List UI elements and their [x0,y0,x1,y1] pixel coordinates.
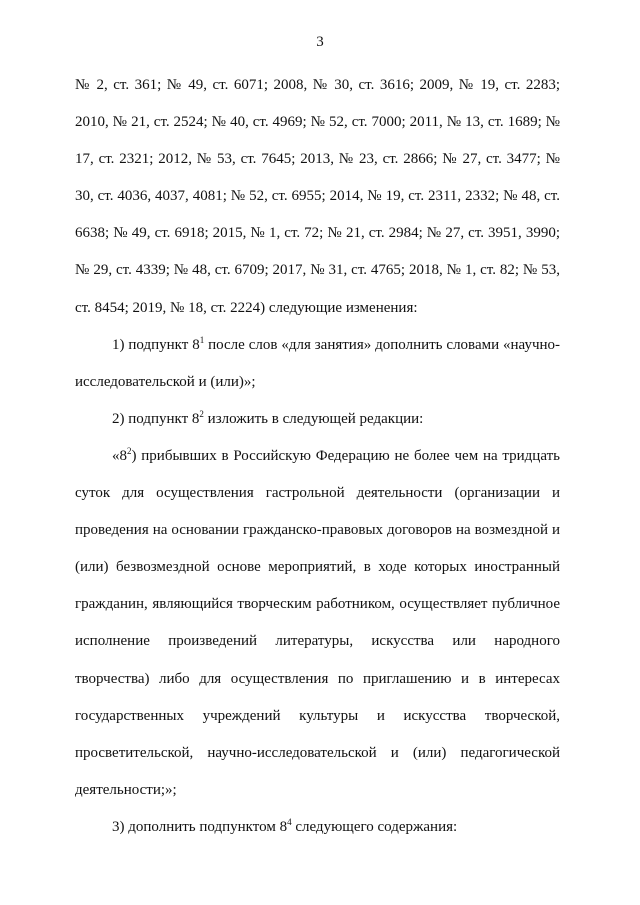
item-2-text-end: изложить в следующей редакции: [203,410,424,427]
new-wording-text-start: «8 [112,447,127,464]
paragraph-item-2 [75,401,560,438]
item-2-superscript: 2 [199,408,204,419]
paragraph-amendment-sources: № 2, ст. 361; № 49, ст. 6071; 2008, № 30, ст. 3616; 2009, № 19, ст. 2283; 2010, № 21, ст. 2524; № 40, ст. 4969; № 52, ст. 7000; 2011, № 13, ст. 1689; № 17, ст. 2321; 2012, № 53, ст. 7645; 2013, № 23, ст. 2866; № 27, ст. 3477; № 30, ст. 4036, 4037, 4081; № 52, ст. 6955; 2014, № 19, ст. 2311, 2332; № 48, ст. 6638; № 49, ст. 6918; 2015, № 1, ст. 72; № 21, ст. 2984; № 27, ст. 3951, 3990; № 29, ст. 4339; № 48, ст. 6709; 2017, № 31, ст. 4765; 2018, № 1, ст. 82; № 53, ст. 8454; 2019, № 18, ст. 2224) следующие изменения: [75,77,560,316]
item-1-text-end: после слов «для занятия» дополнить словами «научно-исследовательской и (или)»; [75,336,561,390]
item-1-text-start: 1) подпункт 8 [112,336,200,353]
paragraph-item-1 [75,327,560,401]
item-3-superscript: 4 [287,816,292,827]
item-3-text-end: следующего содержания: [291,818,458,835]
new-wording-superscript: 2 [127,445,132,456]
item-3-text-start: 3) дополнить подпунктом 8 [112,818,288,835]
paragraph-new-wording [75,438,560,809]
document-body [75,67,560,846]
page-number: 3 [316,34,324,50]
paragraph-item-3 [75,809,560,846]
new-wording-text-end: ) прибывших в Российскую Федерацию не более чем на тридцать суток для осуществления гастрольной деятельности (организации и проведения на основании гражданско-правовых договоров на возмездной и (или) безвозмездной основе мероприятий, в ходе которых иностранный гражданин, являющийся творческим работником, осуществляет публичное исполнение произведений литературы, искусства или народного творчества) либо для осуществления по приглашению и в интересах государственных учреждений культуры и искусства творческой, просветительской, научно-исследовательской и (или) педагогической деятельности;»; [75,447,560,798]
item-1-superscript: 1 [199,334,205,345]
item-2-text-start: 2) подпункт 8 [112,410,200,427]
